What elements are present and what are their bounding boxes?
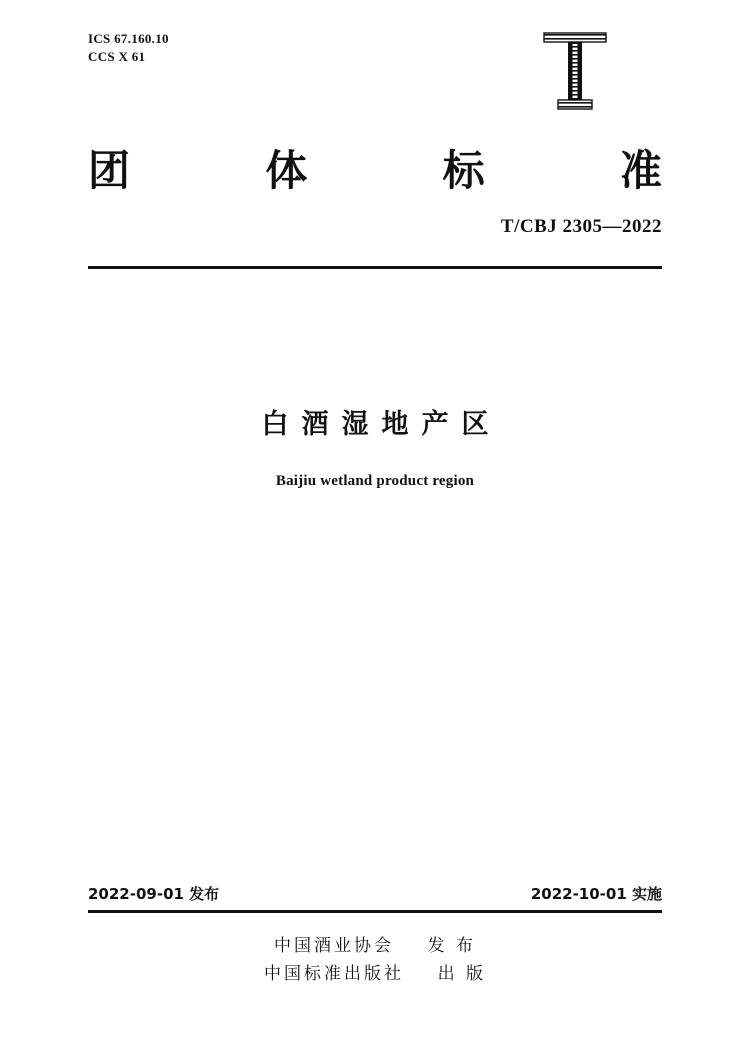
issue-date: 2022-09-01 发布 (88, 885, 220, 903)
header-title-char-4: 准 (619, 146, 662, 195)
footer-divider (88, 910, 662, 913)
standard-t-logo-icon (540, 30, 610, 112)
publisher-line-1: 中国酒业协会 发 布 (273, 936, 477, 956)
standard-number: T/CBJ 2305—2022 (500, 216, 662, 237)
publisher-line-2: 中国标准出版社 出 版 (263, 964, 487, 985)
document-title-chinese: 白酒湿地产区 (261, 409, 502, 440)
publisher-block (0, 932, 750, 988)
header-title-tuanti-biaozhun (88, 138, 662, 198)
header-title-char-2: 体 (265, 146, 308, 195)
header-title-char-3: 标 (442, 146, 485, 195)
header-title-char-1: 团 (88, 146, 131, 195)
classification-codes (88, 30, 169, 65)
header-divider (88, 266, 662, 269)
implement-date: 2022-10-01 实施 (530, 885, 662, 903)
publication-dates (88, 883, 662, 904)
document-title-english: Baijiu wetland product region (275, 473, 475, 489)
ccs-code: CCS X 61 (88, 48, 146, 64)
ics-code: ICS 67.160.10 (88, 31, 169, 46)
